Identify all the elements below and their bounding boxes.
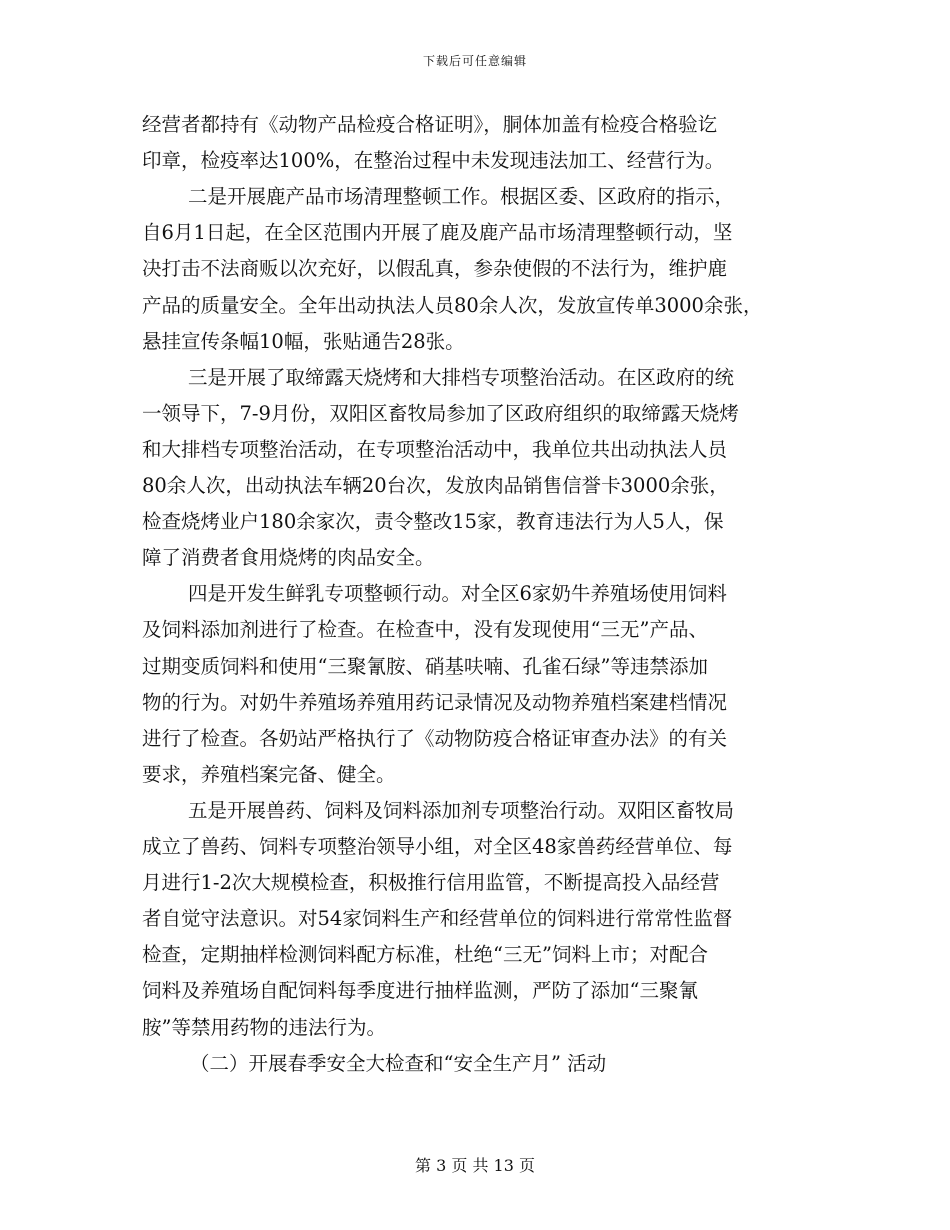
body-line: 物的行为。对奶牛养殖场养殖用药记录情况及动物养殖档案建档情况 [142,690,728,714]
body-line: 80余人次，出动执法车辆20台次，发放肉品销售信誉卡3000余张， [142,474,729,497]
body-line: 饲料及养殖场自配饲料每季度进行抽样监测，严防了添加“三聚氰 [142,979,698,1003]
body-line: 决打击不法商贩以次充好，以假乱真，参杂使假的不法行为，维护鹿 [142,257,728,281]
body-line: 自6月1日起，在全区范围内开展了鹿及鹿产品市场清理整顿行动，坚 [142,221,733,245]
body-line: 要求，养殖档案完备、健全。 [142,762,396,786]
body-line: 障了消费者食用烧烤的肉品安全。 [142,546,435,570]
body-line: 检查烧烤业户180余家次，责令整改15家，教育违法行为人5人，保 [142,510,724,534]
body-line: 胺”等禁用药物的违法行为。 [142,1015,386,1039]
body-line: 经营者都持有《动物产品检疫合格证明》，胴体加盖有检疫合格验讫 [142,113,718,136]
body-line: 成立了兽药、饲料专项整治领导小组，对全区48家兽药经营单位、每 [142,835,733,858]
body-line: 过期变质饲料和使用“三聚氰胺、硝基呋喃、孔雀石绿”等违禁添加 [142,654,708,678]
page-header-note: 下载后可任意编辑 [422,54,527,68]
body-line: 产品的质量安全。全年出动执法人员80余人次，发放宣传单3000余张， [142,293,763,317]
paragraph-first-line: 四是开发生鲜乳专项整顿行动。对全区6家奶牛养殖场使用饲料 [188,582,727,606]
body-line: 进行了检查。各奶站严格执行了《动物防疫合格证审查办法》的有关 [142,726,728,750]
section-heading: （二）开展春季安全大检查和“安全生产月” 活动 [190,1051,607,1075]
body-line: 者自觉守法意识。对54家饲料生产和经营单位的饲料进行常常性监督 [142,907,733,931]
body-line: 及饲料添加剂进行了检查。在检查中，没有发现使用“三无”产品、 [142,618,708,642]
body-line: 印章，检疫率达100%，在整治过程中未发现违法加工、经营行为。 [142,149,725,173]
body-line: 和大排档专项整治活动，在专项整治活动中，我单位共出动执法人员 [142,437,728,461]
page-number: 第 3 页 共 13 页 [415,1156,535,1175]
body-line: 一领导下，7-9月份，双阳区畜牧局参加了区政府组织的取缔露天烧烤 [142,401,739,425]
body-line: 悬挂宣传条幅10幅，张贴通告28张。 [142,329,465,353]
body-line: 检查，定期抽样检测饲料配方标准，杜绝“三无”饲料上市；对配合 [142,943,708,967]
paragraph-first-line: 五是开展兽药、饲料及饲料添加剂专项整治行动。双阳区畜牧局 [188,798,735,822]
body-line: 月进行1-2次大规模检查，积极推行信用监管，不断提高投入品经营 [142,871,720,895]
paragraph-first-line: 三是开展了取缔露天烧烤和大排档专项整治活动。在区政府的统 [188,365,735,389]
paragraph-first-line: 二是开展鹿产品市场清理整顿工作。根据区委、区政府的指示， [188,185,735,209]
